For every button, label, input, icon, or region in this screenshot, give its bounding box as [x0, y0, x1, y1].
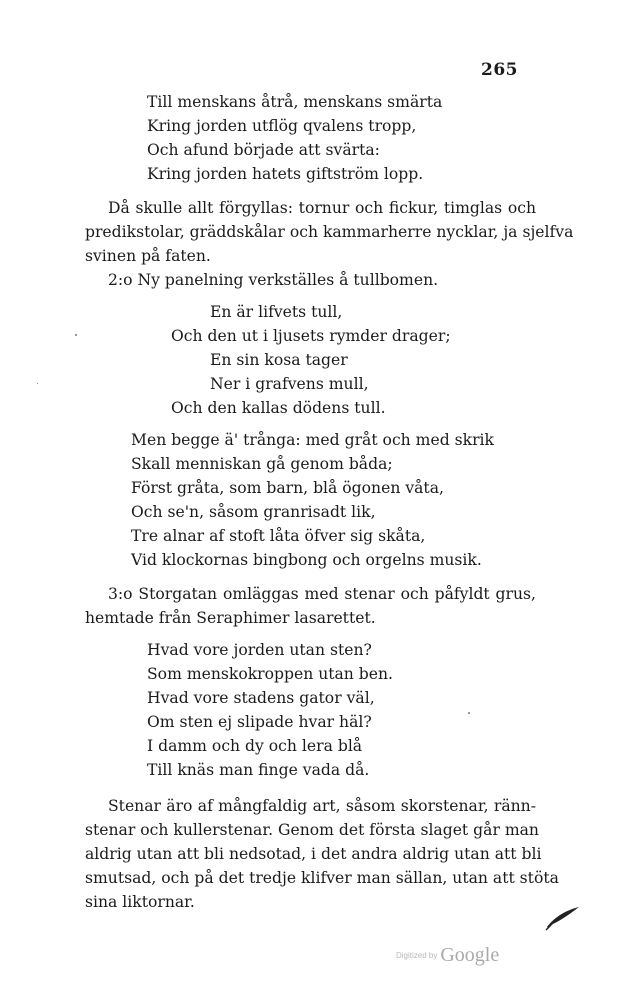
para1-line-2: predikstolar, gräddskålar och kammarherre nycklar, ja sjelfva	[85, 223, 574, 241]
para4-line-5: sina liktornar.	[85, 893, 195, 911]
stanza4-line-1: Hvad vore jorden utan sten?	[147, 641, 372, 659]
stanza4-line-3: Hvad vore stadens gator väl,	[147, 689, 375, 707]
para4-line-4: smutsad, och på det tredje klifver man sällan, utan att stöta	[85, 869, 559, 887]
google-watermark	[396, 944, 499, 967]
ink-speck	[75, 334, 77, 336]
stanza2-line-3: En sin kosa tager	[210, 351, 348, 369]
stanza1-line-1: Till menskans åtrå, menskans smärta	[147, 93, 443, 111]
para4-line-3: aldrig utan att bli nedsotad, i det andra aldrig utan att bli	[85, 845, 542, 863]
stanza4-line-6: Till knäs man finge vada då.	[147, 761, 370, 779]
para3-line-2: hemtade från Seraphimer lasarettet.	[85, 609, 376, 627]
stanza2-line-1: En är lifvets tull,	[210, 303, 343, 321]
quill-flourish-icon	[545, 905, 581, 931]
stanza4-line-2: Som menskokroppen utan ben.	[147, 665, 394, 683]
stanza2-line-4: Ner i grafvens mull,	[210, 375, 369, 393]
para3-line-1: 3:o Storgatan omläggas med stenar och påfyldt grus,	[108, 585, 536, 603]
stanza4-line-4: Om sten ej slipade hvar häl?	[147, 713, 372, 731]
para1-line-1: Då skulle allt förgyllas: tornur och fickur, timglas och	[108, 199, 536, 217]
stanza3-line-6: Vid klockornas bingbong och orgelns musik.	[131, 551, 482, 569]
para4-line-2: stenar och kullerstenar. Genom det första slaget går man	[85, 821, 539, 839]
para2-line: 2:o Ny panelning verkställes å tullbomen.	[108, 271, 439, 289]
para1-line-3: svinen på faten.	[85, 247, 211, 265]
ink-speck	[37, 383, 38, 384]
stanza3-line-5: Tre alnar af stoft låta öfver sig skåta,	[131, 527, 426, 545]
stanza3-line-1: Men begge ä' trånga: med gråt och med skrik	[131, 431, 494, 449]
stanza1-line-3: Och afund började att svärta:	[147, 141, 380, 159]
stanza1-line-4: Kring jorden hatets giftström lopp.	[147, 165, 424, 183]
stanza3-line-2: Skall menniskan gå genom båda;	[131, 455, 393, 473]
watermark-brand: Google	[440, 944, 500, 966]
page-number: 265	[481, 60, 518, 80]
para4-line-1: Stenar äro af mångfaldig art, såsom skorstenar, ränn-	[108, 797, 536, 815]
stanza3-line-4: Och se'n, såsom granrisadt lik,	[131, 503, 376, 521]
stanza2-line-5: Och den kallas dödens tull.	[171, 399, 386, 417]
stanza2-line-2: Och den ut i ljusets rymder drager;	[171, 327, 451, 345]
watermark-prefix: Digitized by	[396, 951, 438, 960]
stanza4-line-5: I damm och dy och lera blå	[147, 737, 363, 755]
stanza3-line-3: Först gråta, som barn, blå ögonen våta,	[131, 479, 444, 497]
ink-speck	[468, 712, 470, 714]
stanza1-line-2: Kring jorden utflög qvalens tropp,	[147, 117, 417, 135]
